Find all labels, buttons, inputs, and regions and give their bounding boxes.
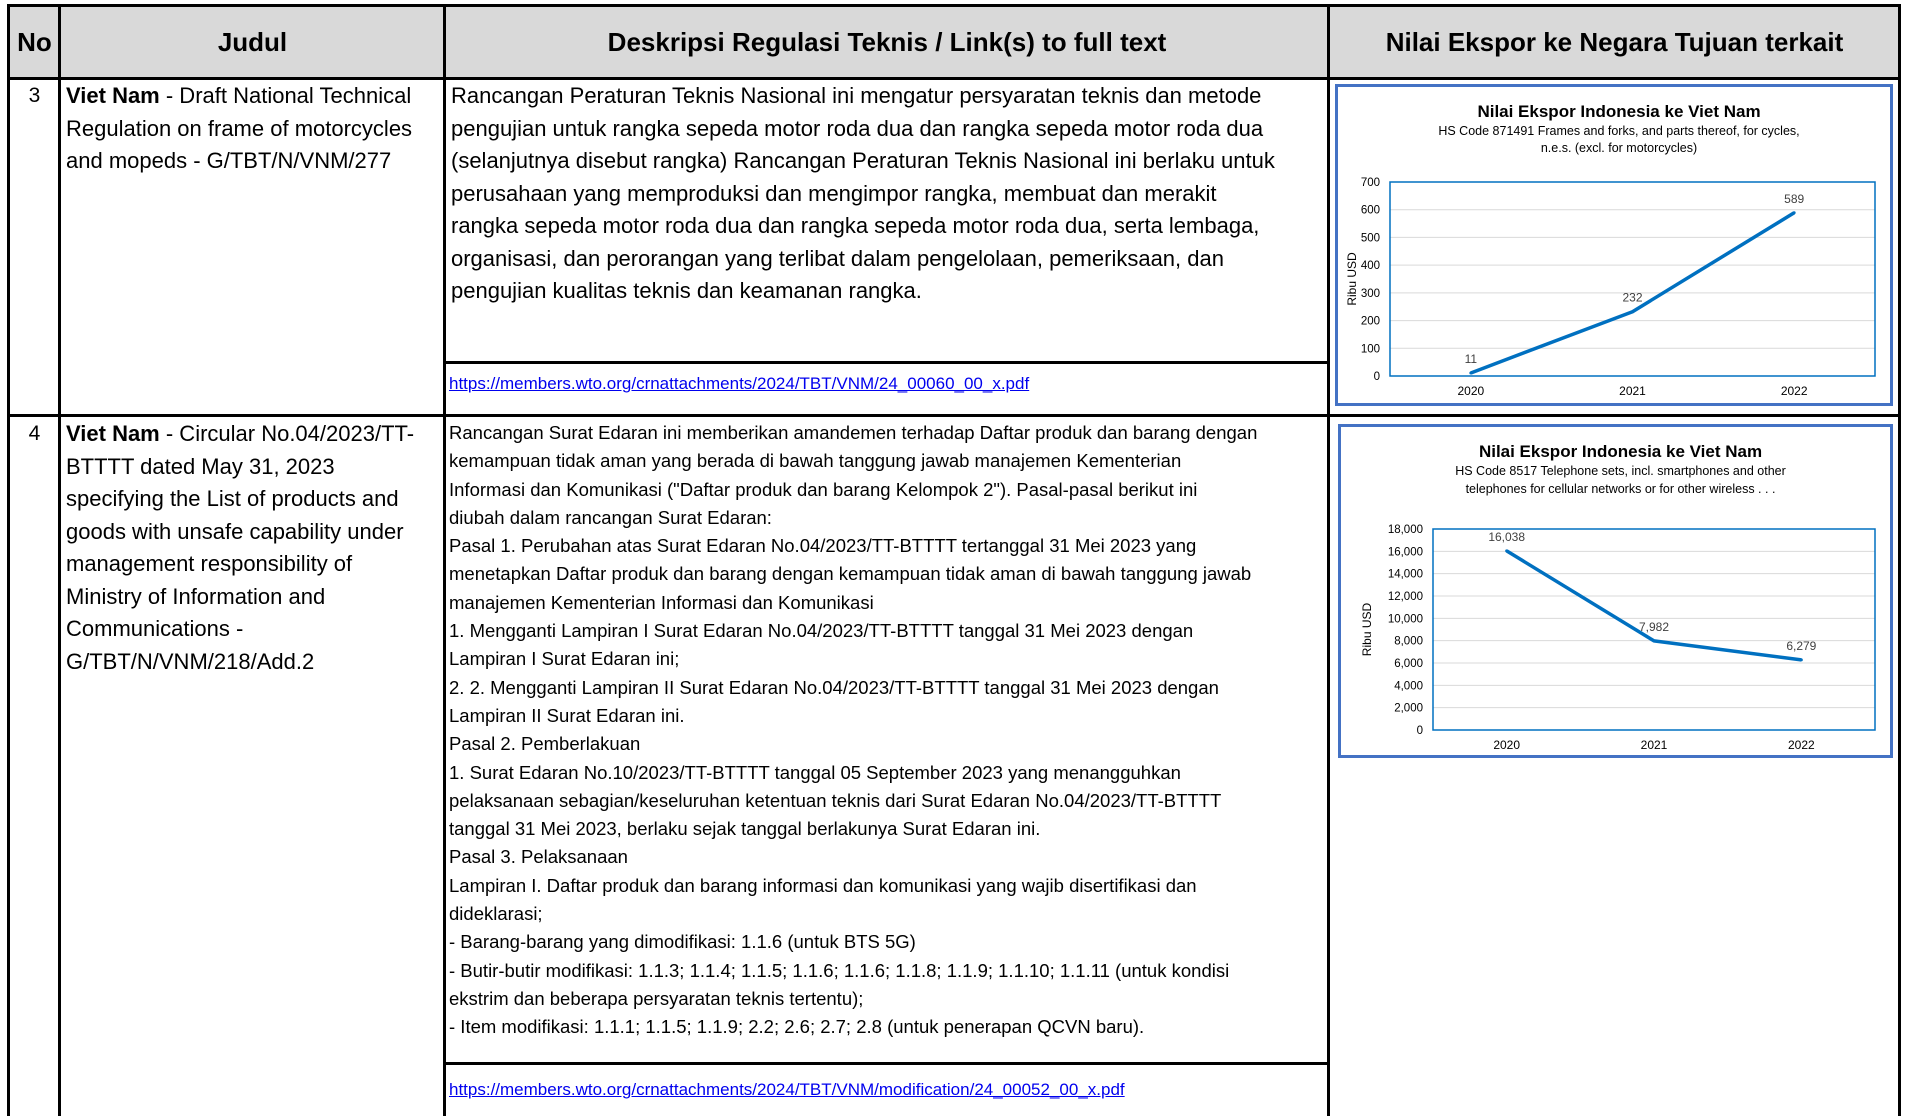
description-line: Pasal 3. Pelaksanaan — [449, 846, 628, 868]
country-name: Viet Nam — [66, 421, 160, 446]
chart-subtitle: telephones for cellular networks or for other wireless . . . — [1465, 482, 1776, 496]
description-line: - Butir-butir modifikasi: 1.1.3; 1.1.4; 1.1.5; 1.1.6; 1.1.6; 1.1.8; 1.1.9; 1.1.10; 1.1.11 (untuk kondisi — [449, 959, 1230, 981]
description-line: kemampuan tidak aman yang berada di bawah tanggung jawab manajemen Kementerian — [449, 450, 1182, 472]
description-line: Pasal 2. Pemberlakuan — [449, 733, 641, 755]
y-axis-label: Ribu USD — [1360, 602, 1374, 657]
description-line: - Item modifikasi: 1.1.1; 1.1.5; 1.1.9; 2.2; 2.6; 2.7; 2.8 (untuk penerapan QCVN baru). — [449, 1016, 1145, 1038]
header-no: No — [9, 6, 60, 78]
data-point — [1793, 211, 1796, 214]
data-label: 16,038 — [1488, 529, 1526, 544]
y-tick-label: 0 — [1416, 725, 1423, 737]
data-point — [1505, 549, 1508, 552]
title-line: - Draft National Technical — [159, 83, 412, 108]
data-point — [1469, 371, 1472, 374]
export-chart-box — [1338, 424, 1893, 758]
data-label: 11 — [1464, 351, 1478, 366]
data-label: 232 — [1622, 290, 1643, 305]
y-tick-label: 6,000 — [1394, 658, 1423, 670]
description-line: 1. Mengganti Lampiran I Surat Edaran No.04/2023/TT-BTTTT tanggal 31 Mei 2023 dengan — [449, 620, 1194, 642]
chart-subtitle: HS Code 8517 Telephone sets, incl. smartphones and other — [1455, 464, 1786, 478]
description-line: tanggal 31 Mei 2023, berlaku sejak tanggal berlakunya Surat Edaran ini. — [449, 818, 1041, 840]
x-tick-label: 2022 — [1780, 384, 1808, 398]
y-tick-label: 200 — [1360, 315, 1380, 328]
header-deskripsi: Deskripsi Regulasi Teknis / Link(s) to full text — [445, 6, 1329, 78]
header-judul: Judul — [60, 6, 445, 78]
row-title — [60, 416, 445, 1116]
y-tick-label: 400 — [1360, 260, 1380, 273]
y-tick-label: 10,000 — [1387, 613, 1423, 626]
y-tick-label: 4,000 — [1394, 680, 1423, 693]
data-point — [1653, 639, 1656, 642]
description-line: Lampiran I Surat Edaran ini; — [449, 648, 680, 670]
export-line-chart — [1338, 87, 1890, 403]
description-line: diubah dalam rancangan Surat Edaran: — [449, 506, 772, 528]
title-line: specifying the List of products and — [66, 486, 399, 511]
data-label: 589 — [1784, 191, 1805, 206]
y-tick-label: 500 — [1360, 232, 1380, 245]
description-line: Pasal 1. Perubahan atas Surat Edaran No.04/2023/TT-BTTTT tertanggal 31 Mei 2023 yang — [449, 535, 1197, 557]
description-line: 1. Surat Edaran No.10/2023/TT-BTTTT tanggal 05 September 2023 yang menangguhkan — [449, 761, 1181, 783]
title-line: Ministry of Information and — [66, 583, 326, 609]
row-title — [60, 78, 445, 414]
chart-title: Nilai Ekspor Indonesia ke Viet Nam — [1477, 102, 1761, 121]
y-tick-label: 2,000 — [1394, 702, 1423, 715]
title-line: and mopeds - G/TBT/N/VNM/277 — [66, 148, 392, 173]
x-tick-label: 2021 — [1619, 384, 1646, 398]
x-tick-label: 2021 — [1640, 738, 1668, 752]
export-line-chart — [1341, 427, 1890, 755]
description-line: (selanjutnya disebut rangka) Rancangan Peraturan Teknis Nasional ini berlaku untuk — [451, 148, 1275, 173]
y-axis-label: Ribu USD — [1345, 252, 1359, 306]
title-line: Communications - — [66, 616, 244, 641]
description-line: Lampiran II Surat Edaran ini. — [449, 704, 685, 726]
header-nilai: Nilai Ekspor ke Negara Tujuan terkait — [1329, 6, 1900, 78]
title-line: management responsibility of — [66, 551, 353, 576]
data-point — [1800, 658, 1803, 661]
data-point — [1631, 310, 1634, 313]
full-text-link[interactable]: https://members.wto.org/crnattachments/2024/TBT/VNM/24_00060_00_x.pdf — [449, 374, 1030, 393]
x-tick-label: 2020 — [1493, 738, 1521, 752]
description-line: Informasi dan Komunikasi ("Daftar produk dan barang Kelompok 2"). Pasal-pasal berikut ini — [449, 478, 1198, 500]
title-line: goods with unsafe capability under — [66, 518, 404, 544]
country-name: Viet Nam — [66, 83, 160, 108]
description-line: Rancangan Peraturan Teknis Nasional ini mengatur persyaratan teknis dan metode — [451, 83, 1262, 108]
description-line: 2. 2. Mengganti Lampiran II Surat Edaran No.04/2023/TT-BTTTT tanggal 31 Mei 2023 dengan — [449, 676, 1219, 698]
title-line: BTTTT dated May 31, 2023 — [66, 453, 335, 479]
title-line: G/TBT/N/VNM/218/Add.2 — [66, 648, 315, 674]
chart-subtitle: n.e.s. (excl. for motorcycles) — [1540, 141, 1698, 155]
x-tick-label: 2022 — [1787, 738, 1815, 752]
y-tick-label: 300 — [1360, 287, 1380, 300]
description-line: menetapkan Daftar produk dan barang dengan kemampuan tidak aman di bawah tanggung jawab — [449, 563, 1252, 585]
full-text-link[interactable]: https://members.wto.org/crnattachments/2024/TBT/VNM/modification/24_00052_00_x.pdf — [449, 1080, 1125, 1099]
y-tick-label: 14,000 — [1387, 568, 1423, 581]
description-line: Lampiran I. Daftar produk dan barang informasi dan komunikasi yang wajib disertifikasi dan — [449, 874, 1197, 896]
description-line: rangka sepeda motor roda dua dan rangka sepeda motor roda dua, serta lembaga, — [451, 213, 1260, 238]
row-number: 3 — [28, 84, 41, 107]
chart-subtitle: HS Code 871491 Frames and forks, and parts thereof, for cycles, — [1438, 124, 1800, 138]
row-number: 4 — [28, 422, 41, 445]
row-description — [445, 419, 1329, 1059]
y-tick-label: 12,000 — [1387, 591, 1423, 603]
y-tick-label: 16,000 — [1387, 546, 1423, 559]
description-line: pelaksanaan sebagian/keseluruhan ketentuan teknis dari Surat Edaran No.04/2023/TT-BTTTT — [449, 789, 1222, 811]
series-line — [1507, 551, 1802, 660]
y-tick-label: 600 — [1360, 204, 1380, 217]
y-tick-label: 8,000 — [1394, 635, 1423, 648]
plot-area — [1390, 182, 1875, 376]
data-label: 7,982 — [1638, 619, 1670, 634]
y-tick-label: 0 — [1373, 371, 1380, 383]
chart-title: Nilai Ekspor Indonesia ke Viet Nam — [1478, 442, 1763, 461]
x-tick-label: 2020 — [1457, 384, 1485, 398]
description-line: pengujian kualitas teknis dan keamanan rangka. — [451, 278, 922, 303]
title-line: Regulation on frame of motorcycles — [66, 115, 413, 141]
y-tick-label: 700 — [1360, 177, 1380, 189]
y-tick-label: 18,000 — [1387, 524, 1423, 536]
description-line: - Barang-barang yang dimodifikasi: 1.1.6 (untuk BTS 5G) — [449, 931, 916, 953]
description-line: organisasi, dan perorangan yang terlibat dalam pengelolaan, pemeriksaan, dan — [451, 245, 1224, 271]
export-chart-box — [1335, 84, 1893, 406]
description-line: ekstrim dan beberapa persyaratan teknis tertentu); — [449, 987, 864, 1009]
title-line: - Circular No.04/2023/TT- — [159, 421, 415, 446]
y-tick-label: 100 — [1360, 343, 1380, 356]
description-line: Rancangan Surat Edaran ini memberikan amandemen terhadap Daftar produk dan barang dengan — [449, 422, 1258, 443]
row-description — [445, 78, 1329, 362]
description-line: dideklarasi; — [449, 903, 543, 925]
description-line: pengujian untuk rangka sepeda motor roda dua dan rangka sepeda motor roda dua — [451, 115, 1264, 141]
description-line: manajemen Kementerian Informasi dan Komunikasi — [449, 591, 874, 613]
data-label: 6,279 — [1786, 638, 1817, 653]
description-line: perusahaan yang memproduksi dan mengimpor rangka, membuat dan merakit — [451, 180, 1217, 206]
